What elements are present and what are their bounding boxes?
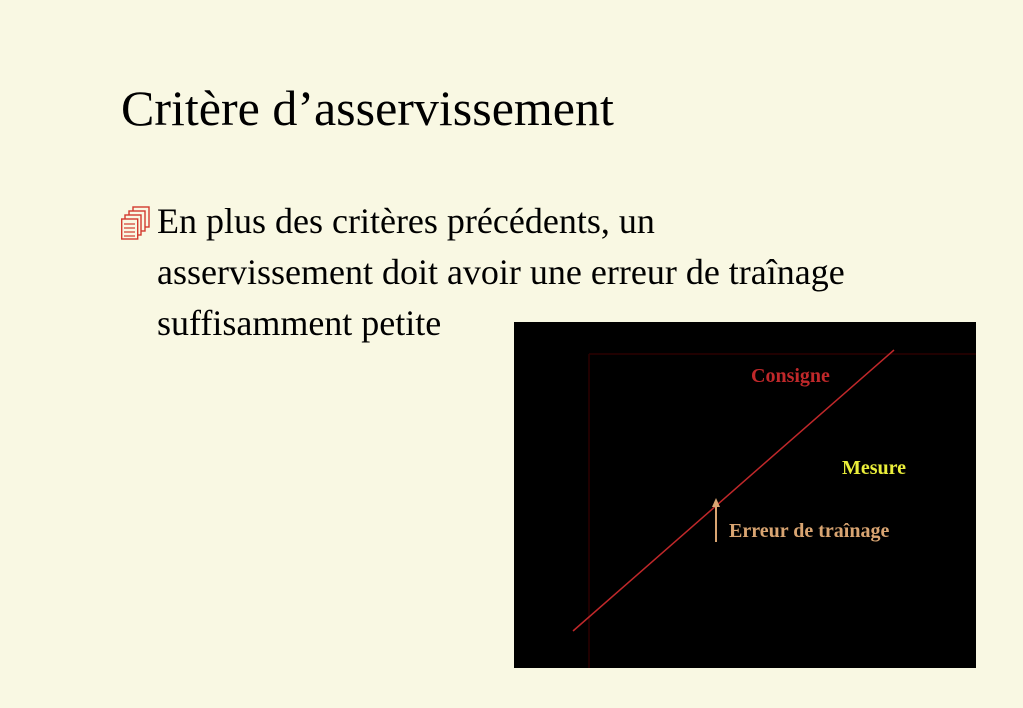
bullet-line: suffisamment petite: [157, 303, 442, 343]
stacked-pages-icon: [121, 206, 153, 240]
bullet-line: En plus des critères précédents, un: [157, 201, 655, 241]
tracking-error-label: Erreur de traînage: [729, 520, 890, 542]
chart-background: [514, 322, 976, 668]
bullet-line: asservissement doit avoir une erreur de traînage: [157, 252, 845, 292]
slide-title: Critère d’asservissement: [121, 80, 614, 136]
chart-svg: [514, 322, 976, 668]
mesure-label: Mesure: [842, 457, 907, 479]
consigne-label: Consigne: [751, 365, 830, 387]
tracking-error-chart: [514, 322, 976, 668]
